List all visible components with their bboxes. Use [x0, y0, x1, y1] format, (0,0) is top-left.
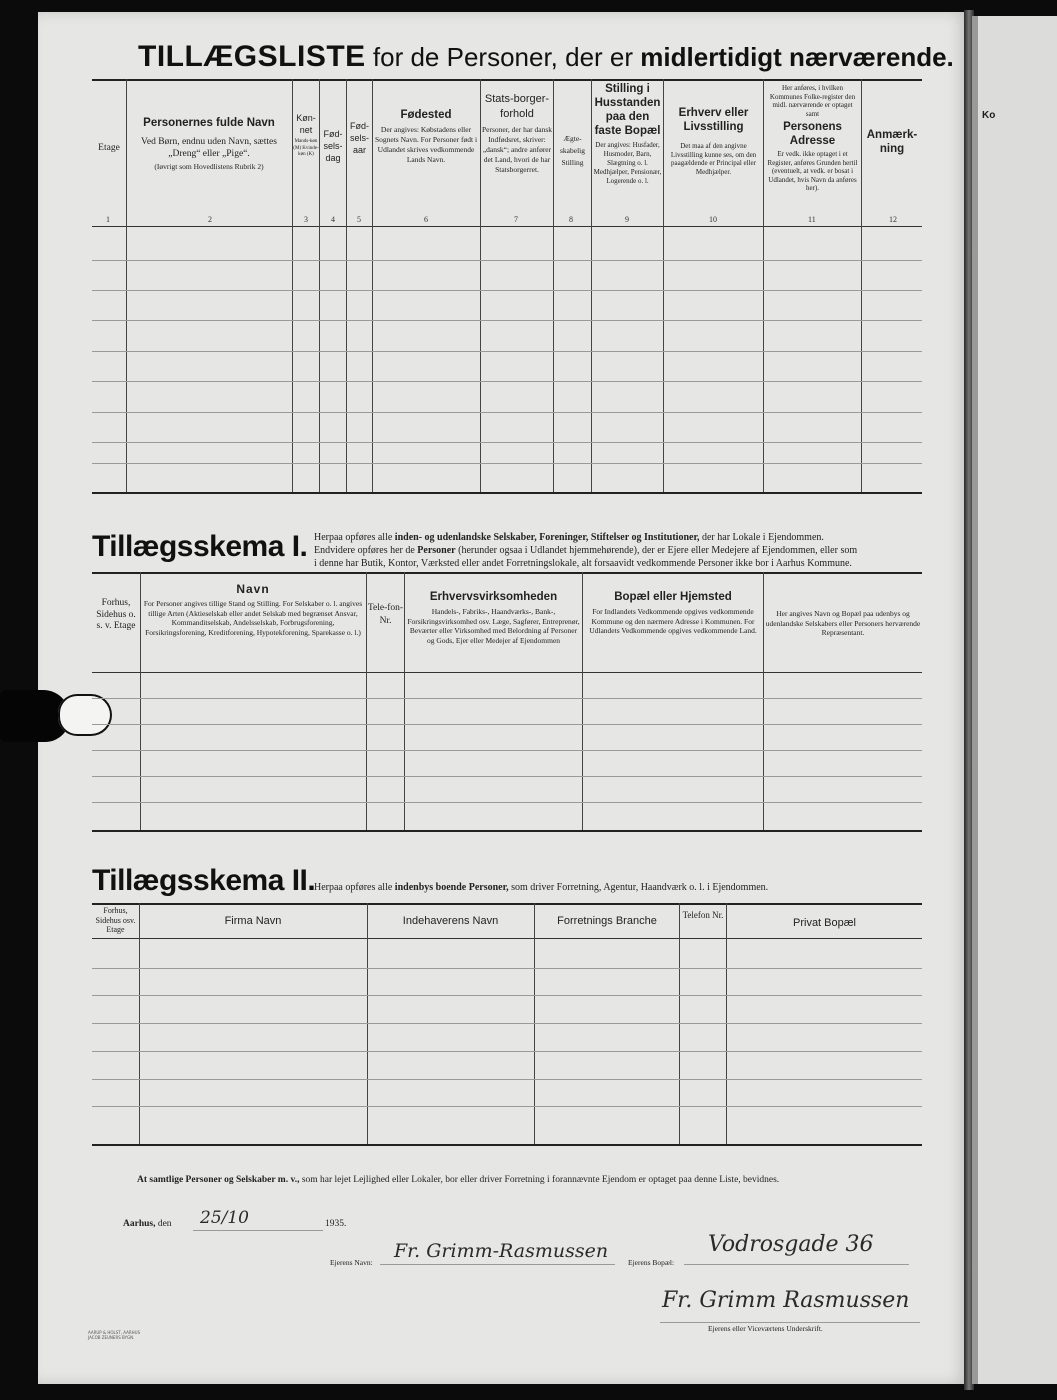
col-remark-header: Anmærk-ning — [866, 129, 918, 155]
footer-city: Aarhus, den — [123, 1219, 172, 1229]
col-etage-header: Etage — [98, 143, 120, 153]
col-name-header: Personernes fulde Navn Ved Børn, endnu uden Navn, sættes „Dreng“ eller „Pige“. (Iøvrigt som Hovedlistens Rubrik 2) — [141, 117, 277, 171]
skema2-title: Tillægsskema II. — [92, 864, 316, 897]
col-occupation-header: Erhverv eller Livsstilling Det maa af den angivne Livsstilling kunne ses, om den paagældende er Principal eller Medhjælper. — [670, 107, 757, 176]
col-citizenship-header: Stats-borger-forhold Personer, der har dansk Indfødsret, skriver: „dansk“; andre anfører det Land, hvori de har Statsborgerret. — [481, 93, 553, 174]
footer-year: 1935. — [325, 1219, 347, 1229]
certification-statement: At samtlige Personer og Selskaber m. v., som har lejet Lejlighed eller Lokaler, bor eller driver Forretning i forannævnte Ejendom er optaget paa denne Liste, bevidnes. — [137, 1175, 780, 1185]
col-number: 9 — [625, 215, 629, 224]
col-number: 12 — [889, 215, 897, 224]
binder-clip-tab — [58, 694, 112, 736]
col-marital-header: Ægte-skabelig Stilling — [560, 134, 585, 167]
owner-name-label: Ejerens Navn: — [330, 1258, 373, 1267]
next-page-edge — [972, 16, 1057, 1384]
signature: Fr. Grimm Rasmussen — [662, 1288, 910, 1313]
col-birthplace-header: Fødested Der angives: Købstadens eller Sognets Navn. For Personer født i Udlandet skrives vedkommende Lands Navn. — [374, 109, 478, 164]
date-handwritten: 25/10 — [200, 1208, 249, 1228]
s1-col-phone-header: Tele-fon-Nr. — [367, 603, 404, 626]
list-title — [138, 40, 954, 74]
s2-col-firm-header: Firma Navn — [224, 915, 282, 927]
col-birthday-header: Fød-sels-dag — [323, 129, 343, 163]
col-household-header: Stilling i Husstanden paa den faste Bopæl Der angives: Husfader, Husmoder, Barn, Slægtning o. l. Medhjælper, Pensionær, Logerende o. l. — [593, 83, 662, 185]
col-number: 8 — [569, 215, 573, 224]
signature-label: Ejerens eller Viceværtens Underskrift. — [708, 1324, 823, 1333]
printer-mark: AARUP & HOLST, AARHUS JACOB ZEUNERS BYGN. — [88, 1330, 141, 1340]
s1-col-representative-header: Her angives Navn og Bopæl paa udenbys og udenlandske Selskabers eller Personers herværende Repræsentant. — [765, 609, 921, 637]
col-number: 7 — [514, 215, 518, 224]
owner-address-label: Ejerens Bopæl: — [628, 1258, 675, 1267]
s1-col-residence-header: Bopæl eller Hjemsted For Indlandets Vedkommende opgives vedkommende Kommune og den nærmere Adresse i Kommunen. For Udlandets Vedkommende opgives vedkommende Land. — [589, 591, 757, 635]
col-number: 2 — [208, 215, 212, 224]
col-number: 6 — [424, 215, 428, 224]
s2-col-owner-header: Indehaverens Navn — [402, 915, 499, 927]
col-number: 4 — [331, 215, 335, 224]
skema2-note: Herpaa opføres alle indenbys boende Personer, som driver Forretning, Agentur, Haandværk o. l. i Ejendommen. — [314, 882, 769, 893]
owner-name-handwritten: Fr. Grimm-Rasmussen — [394, 1240, 609, 1262]
next-page-fragment: Ko — [982, 110, 996, 121]
s2-col-private-address-header: Privat Bopæl — [793, 917, 856, 929]
list-title-emphasis: midlertidigt nærværende. — [640, 42, 954, 72]
col-number: 10 — [709, 215, 717, 224]
s2-col-phone-header: Telefon Nr. — [682, 910, 724, 920]
s2-col-etage-header: Forhus, Sidehus osv. Etage — [95, 906, 136, 934]
s1-col-business-header: Erhvervsvirksomheden Handels-, Fabriks-, Haandværks-, Bank-, Forsikringsvirksomhed osv. Læge, Sagfører, Entreprenør, Beværter eller Virksomhed med Belordning af Personer og Gods, Ejer eller Medejer af Ejendommen — [407, 591, 580, 645]
owner-address-handwritten: Vodrosgade 36 — [708, 1232, 874, 1257]
col-number: 3 — [304, 215, 308, 224]
s1-col-name-header: Navn For Personer angives tillige Stand og Stilling. For Selskaber o. l. angives tillige Arten (Aktieselskab eller andet Selskab med begrænset Ansvar, Kommanditselskab, Andelsselskab, Forbrugsforening, Forsikringsforening, Kreditforening, Hypotekforening, Sparekasse o. l.) — [143, 582, 363, 637]
s1-col-etage-header: Forhus, Sidehus o. s. v. Etage — [96, 598, 136, 631]
s2-col-branch-header: Forretnings Branche — [557, 915, 657, 927]
col-number: 5 — [357, 215, 361, 224]
col-address-header: Her anføres, i hvilken Kommunes Folke-register den midl. nærværende er optaget samt Personens Adresse Er vedk. ikke optaget i et Register, anføres Grunden hertil (eventuelt, at vedk. er bosat i Udlandet, hvis Navn da anføres her). — [767, 84, 858, 192]
col-number: 1 — [106, 215, 110, 224]
col-gender-header: Køn-net Mands-køn (M) Kvinde-køn (K) — [293, 113, 319, 157]
col-birthyear-header: Fød-sels-aar — [349, 121, 369, 155]
col-number: 11 — [808, 215, 816, 224]
list-title-middle: for de Personer, der er — [372, 42, 634, 72]
skema1-title: Tillægsskema I. — [92, 530, 308, 563]
skema1-note: Herpaa opføres alle inden- og udenlandske Selskaber, Foreninger, Stiftelser og Institutioner, der har Lokale i Ejendommen. Endvidere opføres her de Personer (herunder ogsaa i Udlandet hjemmehørende), der er Ejere eller Medejere af Ejendommen, eller som i denne har Butik, Kontor, Værksted eller andet Forretningslokale, alt forsaavidt vedkommende Personer ikke bor i Aarhus Kommune. — [314, 532, 858, 569]
list-title-main: TILLÆGSLISTE — [138, 40, 366, 73]
